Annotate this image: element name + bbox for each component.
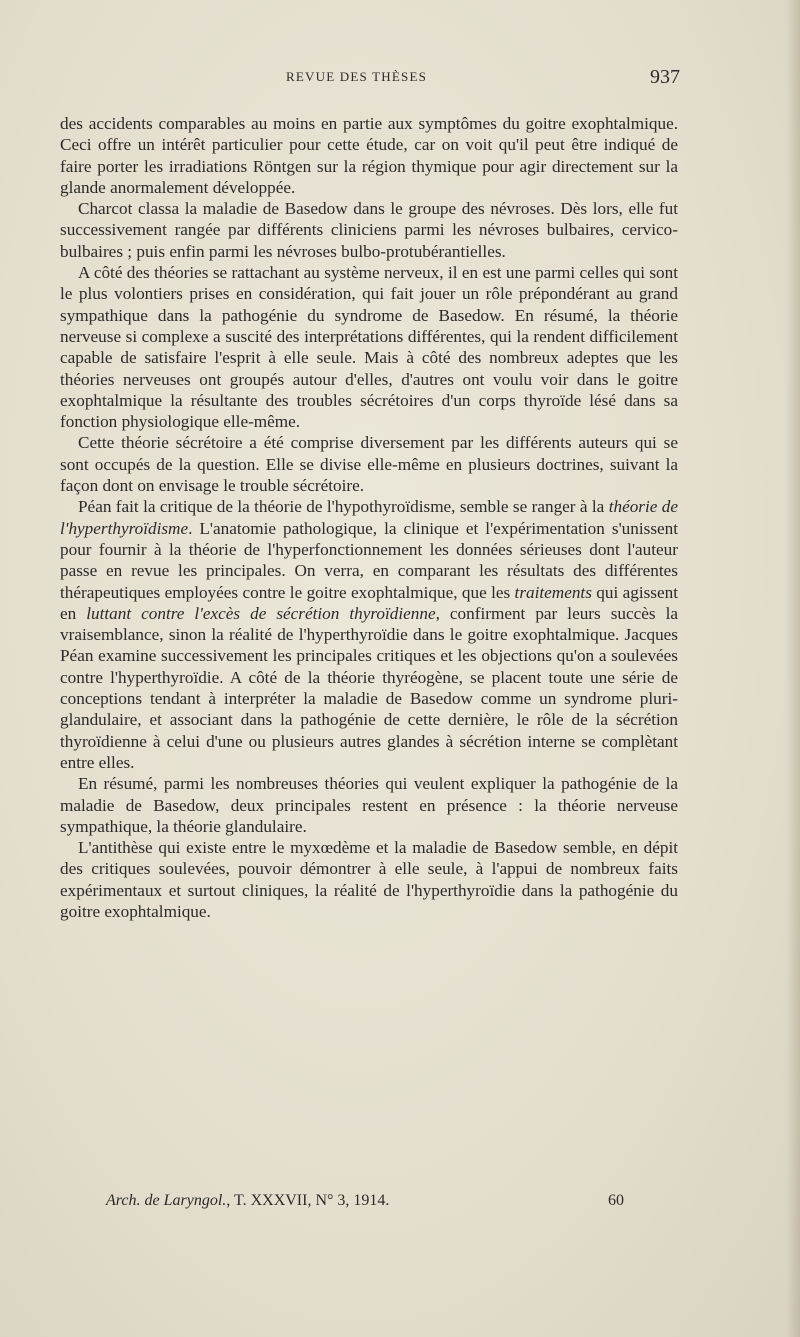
text-run: Charcot classa la maladie de Basedow dans le groupe des névroses. Dès lors, elle fut successivement rangée par différents cliniciens parmi les névroses bulbaires, cervico-bulbaires ; puis enfin parmi les névroses bulbo-protubérantielles. bbox=[60, 199, 678, 261]
paragraph bbox=[60, 432, 678, 496]
text-run: L'antithèse qui existe entre le myxœdème et la maladie de Basedow semble, en dépit des critiques soulevées, pouvoir démontrer à elle seule, à l'appui de nombreux faits expérimentaux et surtout cliniques, la réalité de l'hyperthyroïdie dans la pathogénie du goitre exophtalmique. bbox=[60, 838, 678, 921]
italic-text: traitements bbox=[514, 582, 592, 602]
text-run: . L'anatomie pathologique, la clinique et l'expérimentation s'unissent pour fournir à la théorie de l'hyperfonctionnement les données sérieuses dont l'auteur passe en revue les principales. On verra, en comparant les résultats des différentes thérapeutiques employées contre le goitre exophtalmique, que les bbox=[60, 518, 678, 602]
paragraph bbox=[60, 113, 678, 198]
paragraph bbox=[60, 198, 678, 262]
journal-abbrev: Arch. de Laryngol. bbox=[106, 1192, 227, 1209]
text-run: des accidents comparables au moins en partie aux symptômes du goitre exophtalmique. Ceci offre un intérêt particulier pour cette étude, car on voit qu'il peut être indiqué de faire porter les irradiations Röntgen sur la région thymique pour agir directement sur la glande anormalement développée. bbox=[60, 114, 678, 197]
page-number: 937 bbox=[650, 66, 680, 88]
paragraph bbox=[60, 262, 678, 432]
text-run: A côté des théories se rattachant au système nerveux, il en est une parmi celles qui sont le plus volontiers prises en considération, qui fait jouer un rôle prépondérant au grand sympathique dans la pathogénie du syndrome de Basedow. En résumé, la théorie nerveuse si complexe a suscité des interprétations différentes, qui la rendent difficilement capable de satisfaire l'esprit à elle seule. Mais à côté des nombreux adeptes que les théories nerveuses ont groupés autour d'elles, d'autres ont voulu voir dans le goitre exophtalmique la résultante des troubles sécrétoires d'un corps thyroïde lésé dans sa fonction physiologique elle-même. bbox=[60, 263, 678, 432]
page-footer bbox=[60, 1192, 680, 1214]
italic-text: théorie de l'hyperthyroïdisme bbox=[60, 497, 678, 538]
paragraph bbox=[60, 837, 678, 922]
italic-text: luttant contre l'excès de sécrétion thyroïdienne bbox=[86, 603, 436, 623]
article-body bbox=[60, 113, 678, 922]
paragraph bbox=[60, 773, 678, 837]
page-header bbox=[60, 66, 680, 90]
signature-mark: 60 bbox=[608, 1192, 624, 1209]
page-edge-shadow bbox=[786, 0, 800, 1337]
text-run: En résumé, parmi les nombreuses théories qui veulent expliquer la pathogénie de la maladie de Basedow, deux principales restent en présence : la théorie nerveuse sympathique, la théorie glandulaire. bbox=[60, 774, 678, 836]
journal-volume-info: , T. XXXVII, N° 3, 1914. bbox=[226, 1192, 390, 1209]
journal-citation bbox=[106, 1192, 389, 1210]
text-run: Cette théorie sécrétoire a été comprise diversement par les différents auteurs qui se sont occupés de la question. Elle se divise elle-même en plusieurs doctrines, suivant la façon dont on envisage le trouble sécrétoire. bbox=[60, 433, 678, 496]
paragraph bbox=[60, 496, 678, 773]
text-run: qui agissent en bbox=[60, 582, 678, 623]
text-run: Péan fait la critique de la théorie de l'hypothyroïdisme, semble se ranger à la bbox=[78, 497, 609, 517]
running-title: REVUE DES THÈSES bbox=[286, 69, 428, 84]
text-run: , confirment par leurs succès la vraisemblance, sinon la réalité de l'hyperthyroïdie dans le goitre exophtalmique. Jacques Péan examine successivement les principales critiques et les objections qu'on a soulevées contre l'hyperthyroïdie. A côté de la théorie thyréogène, se placent toute une série de conceptions tendant à interpréter la maladie de Basedow comme un syndrome pluri-glandulaire, et associant dans la pathogénie de cette dernière, le rôle de la sécrétion thyroïdienne à celui d'une ou plusieurs autres glandes à sécrétion interne se complètant entre elles. bbox=[60, 603, 678, 772]
